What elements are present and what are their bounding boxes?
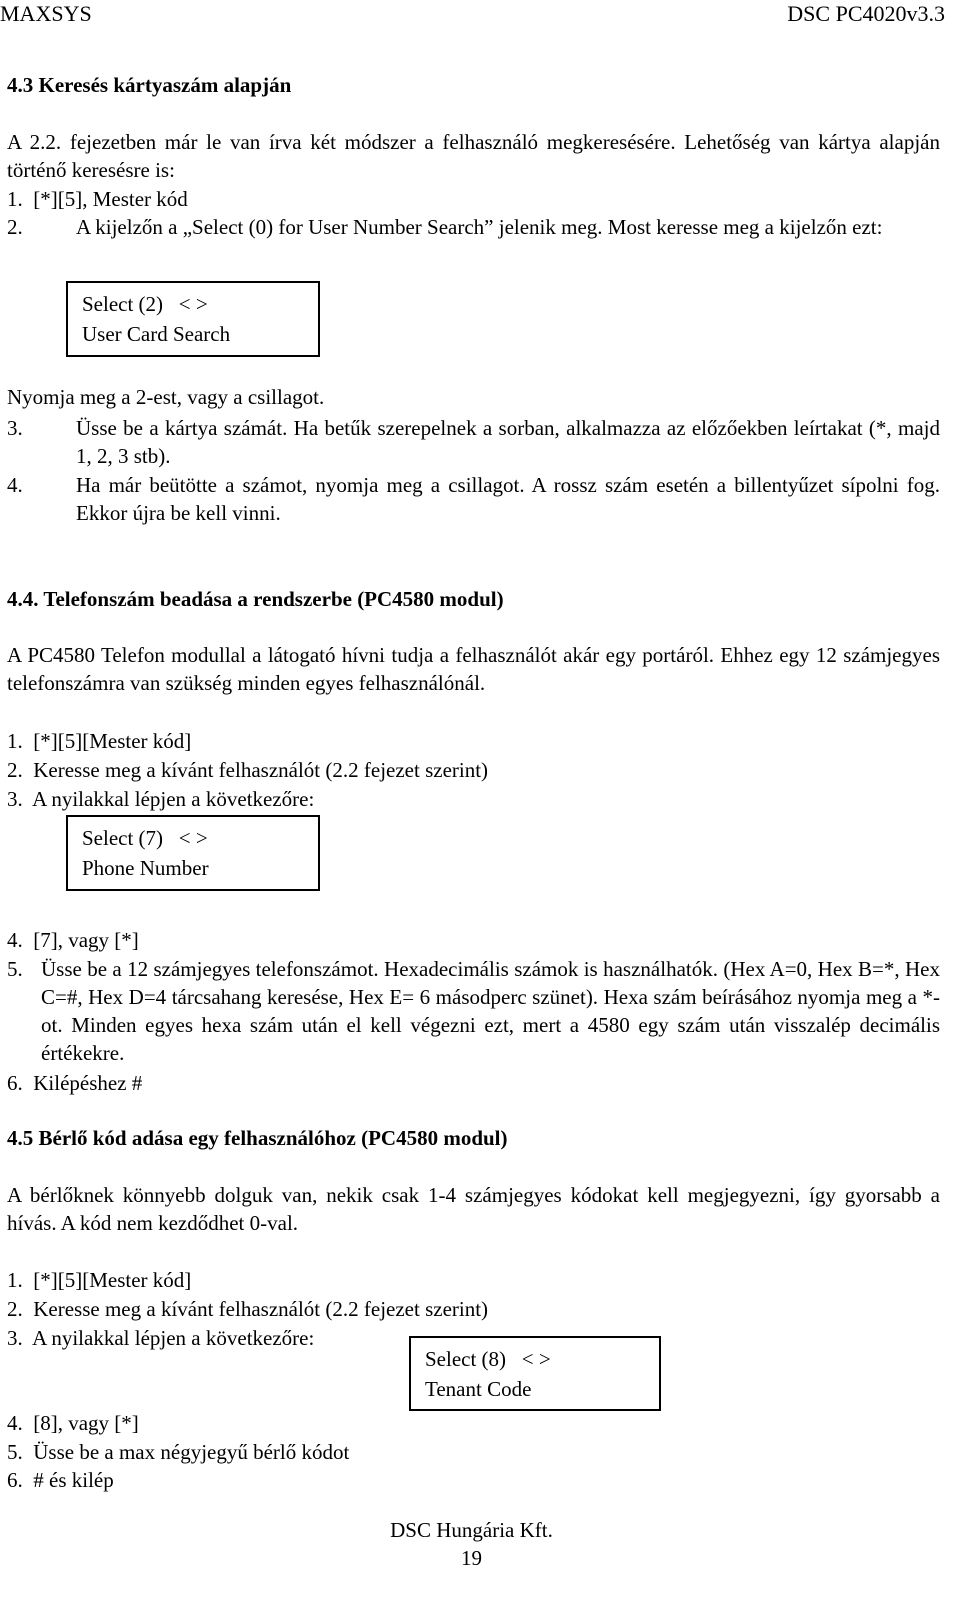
keypad-display-phone-number — [66, 815, 320, 891]
s44-step-4: 4. [7], vagy [*] — [7, 928, 139, 952]
page-number: 19 — [461, 1546, 482, 1570]
section-4-4-title: 4.4. Telefonszám beadása a rendszerbe (PC4580 modul) — [7, 587, 504, 611]
s45-step-3: 3. A nyilakkal lépjen a következőre: — [7, 1326, 315, 1350]
footer-company: DSC Hungária Kft. — [390, 1518, 553, 1542]
s45-step-5: 5. Üsse be a max négyjegyű bérlő kódot — [7, 1440, 350, 1464]
section-4-4-intro: A PC4580 Telefon modullal a látogató hívni tudja a felhasználót akár egy portáról. Ehhez egy 12 számjegyes telefonszámra van szükség minden egyes felhasználónál. — [7, 643, 940, 695]
s44-step-5: Üsse be a 12 számjegyes telefonszámot. Hexadecimális számok is használhatók. (Hex A=0, Hex B=*, Hex C=#, Hex D=4 tárcsahang keresése, Hex E= 6 másodperc szünet). Hexa szám beírásához nyomja meg a *-ot. Minden egyes hexa szám után el kell végezni ezt, mert a 4580 egy szám után visszalép decimális értékekre. — [41, 957, 940, 1065]
s43-step-2-number: 2. — [7, 215, 23, 239]
s43-step-4: Ha már beütötte a számot, nyomja meg a csillagot. A rossz szám esetén a billentyűzet sípolni fog. Ekkor újra be kell vinni. — [76, 473, 940, 525]
s43-step-3: Üsse be a kártya számát. Ha betűk szerepelnek a sorban, alkalmazza az előzőekben leírtakat (*, majd 1, 2, 3 stb). — [76, 416, 940, 468]
display-line-1: Select (7) < > — [82, 826, 208, 850]
s45-step-4: 4. [8], vagy [*] — [7, 1411, 139, 1435]
s45-step-2: 2. Keresse meg a kívánt felhasználót (2.2 fejezet szerint) — [7, 1297, 489, 1321]
s43-step-4-number: 4. — [7, 473, 23, 497]
s45-step-1: 1. [*][5][Mester kód] — [7, 1268, 192, 1292]
display-line-2: Tenant Code — [425, 1377, 532, 1401]
s43-after-display: Nyomja meg a 2-est, vagy a csillagot. — [7, 385, 325, 409]
display-line-2: Phone Number — [82, 856, 209, 880]
s43-step-3-number: 3. — [7, 416, 23, 440]
section-4-3-intro: A 2.2. fejezetben már le van írva két módszer a felhasználó megkeresésére. Lehetőség van kártya alapján történő keresésre is: — [7, 130, 940, 182]
keypad-display-user-card-search — [66, 281, 320, 357]
section-4-3-title: 4.3 Keresés kártyaszám alapján — [7, 73, 292, 97]
s44-step-5-number: 5. — [7, 957, 23, 981]
section-4-5-title: 4.5 Bérlő kód adása egy felhasználóhoz (PC4580 modul) — [7, 1126, 508, 1150]
display-line-1: Select (8) < > — [425, 1347, 551, 1371]
s43-step-2: A kijelzőn a „Select (0) for User Number Search” jelenik meg. Most keresse meg a kijelzőn ezt: — [76, 215, 883, 239]
s44-step-2: 2. Keresse meg a kívánt felhasználót (2.2 fejezet szerint) — [7, 758, 489, 782]
s45-step-6: 6. # és kilép — [7, 1468, 114, 1492]
s44-step-1: 1. [*][5][Mester kód] — [7, 729, 192, 753]
s44-step-6: 6. Kilépéshez # — [7, 1071, 143, 1095]
header-left: MAXSYS — [0, 1, 92, 26]
s44-step-3: 3. A nyilakkal lépjen a következőre: — [7, 787, 315, 811]
display-line-2: User Card Search — [82, 322, 231, 346]
display-line-1: Select (2) < > — [82, 292, 208, 316]
header-right: DSC PC4020v3.3 — [787, 1, 945, 26]
section-4-5-intro: A bérlőknek könnyebb dolguk van, nekik csak 1-4 számjegyes kódokat kell megjegyezni, így gyorsabb a hívás. A kód nem kezdődhet 0-val. — [7, 1183, 940, 1235]
s43-step-1: 1. [*][5], Mester kód — [7, 187, 188, 211]
keypad-display-tenant-code — [409, 1336, 661, 1411]
